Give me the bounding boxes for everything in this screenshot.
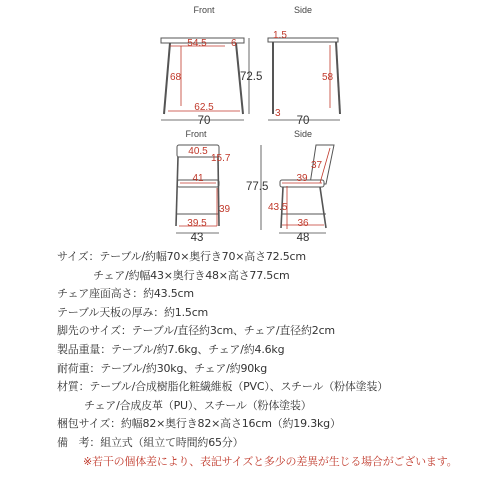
- table-side-view: [268, 5, 340, 127]
- spec-package: 梱包サイズ：約幅82×奥行き82×高さ16cm（約19.3kg）: [57, 417, 341, 431]
- dim-chair-width: 43: [190, 232, 204, 244]
- dim-table-depth: 70: [296, 115, 310, 127]
- dim-table-front-top: 54.5: [187, 38, 207, 49]
- spec-weight: 製品重量：テーブル/約7.6kg、チェア/約4.6kg: [57, 342, 285, 356]
- spec-disclaimer: ※若干の個体差により、表記サイズと多少の差異が生じる場合がございます。: [83, 454, 458, 468]
- dim-table-width: 70: [197, 115, 211, 127]
- dim-table-side-leg-gap: 3: [275, 108, 281, 119]
- dim-chair-front-leg-span: 39.5: [187, 218, 207, 229]
- spec-leg-size: 脚先のサイズ：テーブル/直径約3cm、チェア/直径約2cm: [57, 324, 335, 338]
- view-label-table-front: Front: [193, 5, 215, 15]
- dim-chair-side-leg-span: 36: [297, 218, 309, 229]
- dim-chair-front-seat-width: 41: [192, 173, 204, 184]
- spec-material-chair: チェア/合成皮革（PU）、スチール（粉体塗装）: [84, 398, 312, 412]
- dim-chair-side-seat-depth: 39: [296, 173, 308, 184]
- spec-load: 耐荷重：テーブル/約30kg、チェア/約90kg: [57, 361, 267, 375]
- chair-side-view: [246, 129, 334, 244]
- dim-chair-front-back-height: 15.7: [211, 153, 231, 164]
- view-label-table-side: Side: [293, 5, 313, 15]
- spec-material: 材質：テーブル/合成樹脂化粧繊維板（PVC）、スチール（粉体塗装）: [57, 380, 389, 394]
- dim-chair-depth: 48: [296, 232, 310, 244]
- spec-seat-height: チェア座面高さ：約43.5cm: [57, 287, 194, 301]
- spec-size: サイズ：テーブル/約幅70×奥行き70×高さ72.5cm: [57, 250, 306, 263]
- dim-chair-side-back-height: 37: [311, 160, 323, 171]
- spec-top-thickness: テーブル天板の厚み：約1.5cm: [57, 305, 209, 319]
- dim-table-front-leg-height: 68: [170, 72, 182, 83]
- dim-chair-total-height: 77.5: [246, 181, 269, 193]
- dim-table-total-height: 72.5: [240, 71, 263, 83]
- dim-table-front-top-gap: 6: [231, 38, 237, 49]
- dim-table-front-leg-span: 62.5: [194, 102, 214, 113]
- dimension-diagram: [0, 0, 500, 245]
- table-front-view: [161, 5, 262, 127]
- dim-table-side-leg-height: 58: [322, 72, 334, 83]
- view-label-chair-front: Front: [185, 129, 207, 139]
- chair-front-view: [176, 129, 231, 244]
- spec-notes: 備 考：組立式（組立て時間約65分）: [57, 435, 244, 449]
- dim-chair-front-back-width: 40.5: [188, 146, 208, 157]
- dim-chair-front-leg-height: 39: [219, 204, 231, 215]
- view-label-chair-side: Side: [293, 129, 313, 139]
- dim-table-side-top-thickness: 1.5: [273, 30, 287, 41]
- spec-list: [57, 248, 497, 471]
- spec-size-chair: チェア/約幅43×奥行き48×高さ77.5cm: [93, 268, 290, 282]
- dim-chair-side-seat-height: 43.5: [268, 202, 288, 213]
